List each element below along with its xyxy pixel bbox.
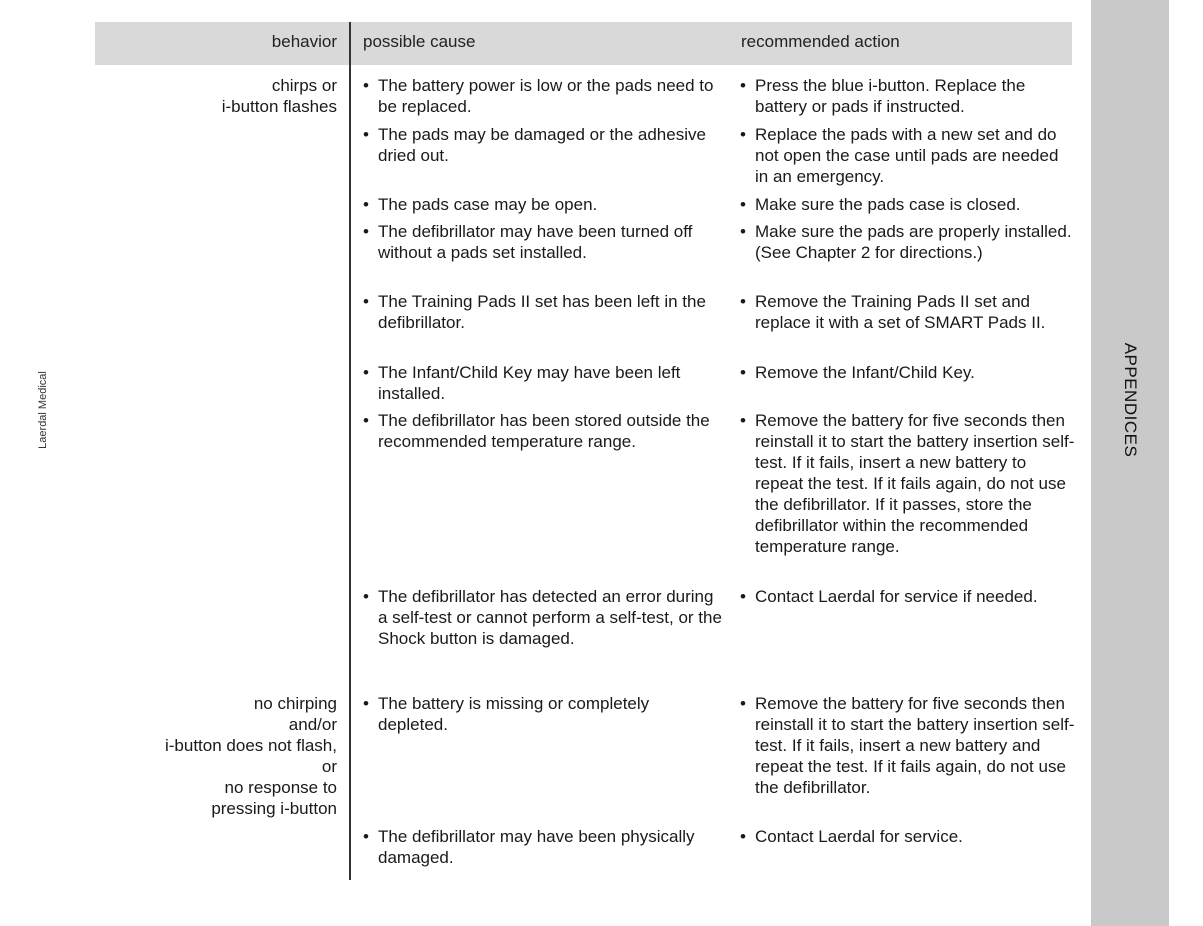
appendices-tab-label: APPENDICES bbox=[1121, 342, 1140, 458]
action-item: • Make sure the pads are properly installed. (See Chapter 2 for directions.) bbox=[740, 222, 1072, 262]
cause-item: • The Training Pads II set has been left in the defibrillator. bbox=[363, 292, 706, 332]
action-item: • Remove the Training Pads II set and replace it with a set of SMART Pads II. bbox=[740, 292, 1046, 332]
action-item: • Press the blue i-button. Replace the battery or pads if instructed. bbox=[740, 76, 1026, 116]
behavior-chirps: chirps or i-button flashes bbox=[221, 76, 337, 116]
action-item: • Replace the pads with a new set and do not open the case until pads are needed in an emergency. bbox=[740, 125, 1059, 186]
action-item: • Remove the battery for five seconds then reinstall it to start the battery insertion self-test. If it fails, insert a new battery and repeat the test. If it fails again, do not use the defibrillator. bbox=[740, 694, 1075, 797]
action-item: • Contact Laerdal for service. bbox=[740, 827, 963, 846]
cause-item: • The battery power is low or the pads need to be replaced. bbox=[363, 76, 714, 116]
action-item: • Contact Laerdal for service if needed. bbox=[740, 587, 1038, 606]
cause-item: • The Infant/Child Key may have been left installed. bbox=[363, 363, 681, 403]
cause-item: • The pads case may be open. bbox=[363, 195, 598, 214]
header-possible-cause: possible cause bbox=[363, 32, 476, 51]
cause-item: • The defibrillator may have been turned off without a pads set installed. bbox=[363, 222, 693, 262]
cause-item: • The pads may be damaged or the adhesive dried out. bbox=[363, 125, 706, 165]
header-recommended-action: recommended action bbox=[741, 32, 900, 51]
action-item: • Remove the battery for five seconds then reinstall it to start the battery insertion self-test. If it fails, insert a new battery to repeat the test. If it fails again, do not use the defibrillator. If it passes, store the defibrillator within the recommended temperature range. bbox=[740, 411, 1075, 556]
column-divider bbox=[349, 22, 351, 880]
action-item: • Remove the Infant/Child Key. bbox=[740, 363, 975, 382]
appendices-section-tab bbox=[1091, 0, 1169, 926]
behavior-no-chirping: no chirping and/or i-button does not flash, or no response to pressing i-button bbox=[164, 694, 337, 818]
cause-item: • The battery is missing or completely depleted. bbox=[363, 694, 650, 734]
action-item: • Make sure the pads case is closed. bbox=[740, 195, 1021, 214]
header-behavior: behavior bbox=[271, 32, 337, 51]
table-header bbox=[95, 22, 1072, 65]
cause-item: • The defibrillator has been stored outside the recommended temperature range. bbox=[363, 411, 710, 451]
publisher-side-label: Laerdal Medical bbox=[37, 371, 49, 449]
cause-item: • The defibrillator has detected an error during a self-test or cannot perform a self-test, or the Shock button is damaged. bbox=[363, 587, 722, 648]
cause-item: • The defibrillator may have been physically damaged. bbox=[363, 827, 695, 867]
